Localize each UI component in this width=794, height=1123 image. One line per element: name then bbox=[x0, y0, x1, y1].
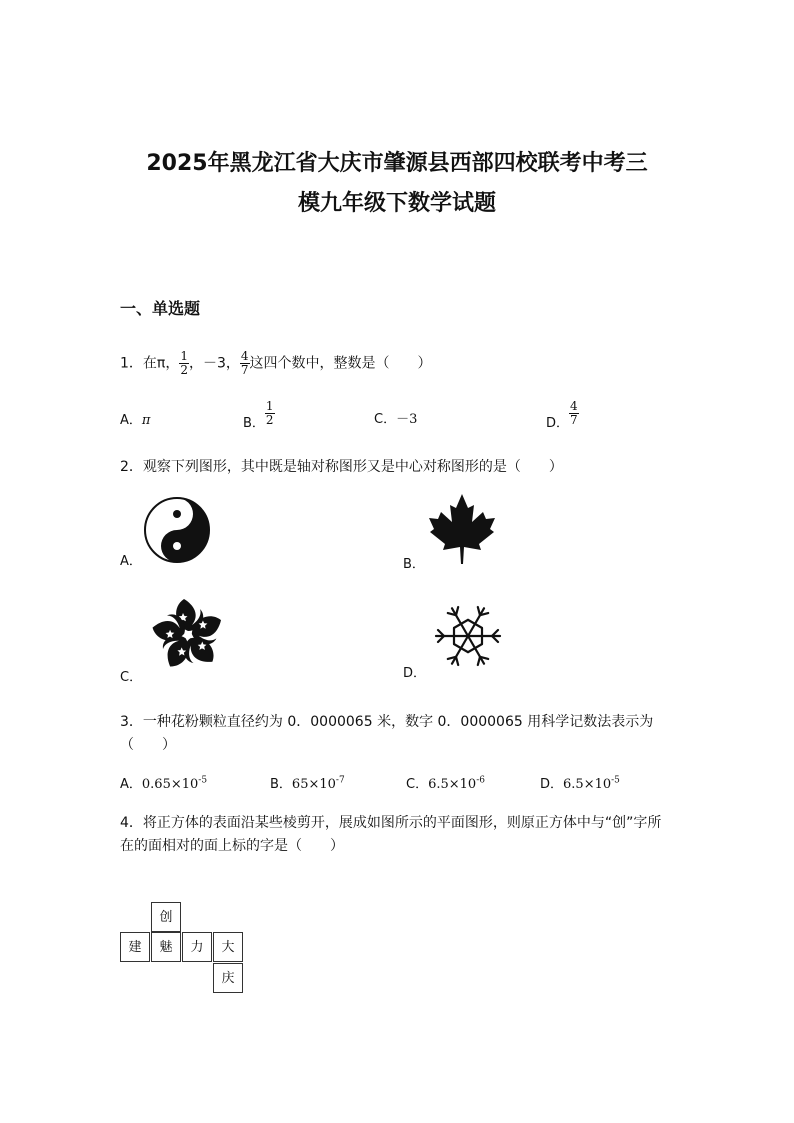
q1-mid: ，－3， bbox=[188, 355, 240, 372]
question-1 bbox=[120, 350, 432, 377]
q3-option-b[interactable]: B．$65\times 10^{-7}$ bbox=[270, 775, 345, 792]
question-4-line1: 4．将正方体的表面沿某些棱剪开，展成如图所示的平面图形，则原正方体中与“创”字所 bbox=[120, 815, 662, 831]
question-4-line2: 在的面相对的面上标的字是（ ） bbox=[120, 838, 344, 854]
net-cell-qing: 庆 bbox=[213, 963, 243, 993]
net-cell-chuang: 创 bbox=[151, 902, 181, 932]
maple-leaf-icon[interactable] bbox=[427, 492, 497, 566]
question-2: 2．观察下列图形，其中既是轴对称图形又是中心对称图形的是（ ） bbox=[120, 459, 563, 475]
q1-option-b[interactable]: B． $\frac{1}{2}$ bbox=[243, 399, 274, 431]
q1-fraction-1: $\frac{1}{2}$ bbox=[180, 349, 188, 377]
q1-option-d[interactable]: D． $\frac{4}{7}$ bbox=[546, 399, 578, 431]
question-3-line1: 3．一种花粉颗粒直径约为 0．0000065 米，数字 0．0000065 用科学记数法表示为 bbox=[120, 714, 654, 730]
page-title-line1: 2025年黑龙江省大庆市肇源县西部四校联考中考三 bbox=[146, 151, 648, 176]
question-3-line2: （ ） bbox=[120, 737, 176, 753]
q2-option-a-label[interactable]: A． bbox=[120, 554, 142, 569]
net-cell-da: 大 bbox=[213, 932, 243, 962]
q1-option-c[interactable]: C．－3 bbox=[374, 412, 418, 427]
q3-option-d[interactable]: D．$6.5\times 10^{-5}$ bbox=[540, 775, 620, 792]
q2-option-c-label[interactable]: C． bbox=[120, 670, 143, 685]
q1-prefix: 1．在π， bbox=[120, 355, 180, 372]
net-cell-mei: 魅 bbox=[151, 932, 181, 962]
q2-option-b-label[interactable]: B． bbox=[403, 557, 425, 572]
q1-suffix: 这四个数中，整数是（ ） bbox=[249, 355, 432, 372]
page-title-line2: 模九年级下数学试题 bbox=[297, 191, 496, 216]
net-cell-li: 力 bbox=[182, 932, 212, 962]
bauhinia-flower-icon[interactable] bbox=[148, 596, 228, 674]
q2-option-d-label[interactable]: D． bbox=[403, 666, 427, 681]
net-cell-jian: 建 bbox=[120, 932, 150, 962]
q1-fraction-2: $\frac{4}{7}$ bbox=[240, 349, 249, 377]
section-heading: 一、单选题 bbox=[120, 299, 201, 318]
q3-option-c[interactable]: C．$6.5\times 10^{-6}$ bbox=[406, 775, 485, 792]
snowflake-icon[interactable] bbox=[434, 604, 502, 668]
q1-option-a[interactable]: A．π bbox=[120, 413, 151, 428]
q3-option-a[interactable]: A．$0.65\times 10^{-5}$ bbox=[120, 775, 208, 792]
yin-yang-icon[interactable] bbox=[143, 496, 211, 564]
